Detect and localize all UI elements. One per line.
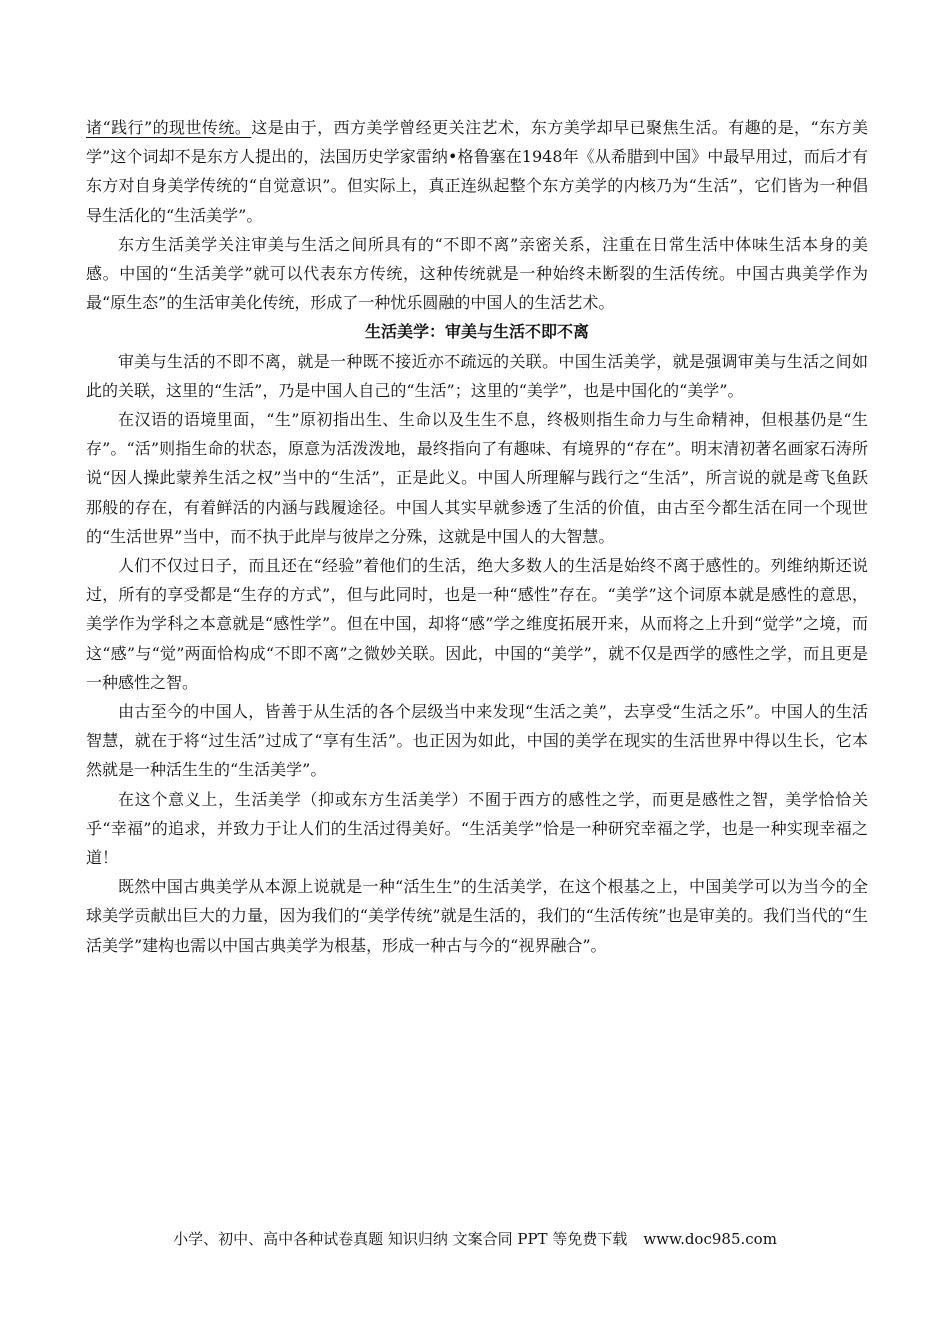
paragraph-text: 这是由于，西方美学曾经更关注艺术，东方美学却早已聚焦生活。有趣的是，“东方美学”这个词却不是东方人提出的，法国历史学家雷纳•格鲁塞在1948年《从希腊到中国》中最早用过，而后才有东方对自身美学传统的“自觉意识”。但实际上，真正连纵起整个东方美学的内核乃为“生活”，它们皆为一种倡导生活化的“生活美学”。 bbox=[86, 118, 868, 225]
paragraph-1 bbox=[86, 113, 868, 230]
paragraph-8: 既然中国古典美学从本源上说就是一种“活生生”的生活美学，在这个根基之上，中国美学可以为当今的全球美学贡献出巨大的力量，因为我们的“美学传统”就是生活的，我们的“生活传统”也是审美的。我们当代的“生活美学”建构也需以中国古典美学为根基，形成一种古与今的“视界融合”。 bbox=[86, 877, 868, 955]
section-heading: 生活美学：审美与生活不即不离 bbox=[364, 322, 589, 342]
footer-url[interactable]: www.doc985.com bbox=[643, 1230, 777, 1248]
article-body bbox=[86, 113, 868, 960]
paragraph-3: 审美与生活的不即不离，就是一种既不接近亦不疏远的关联。中国生活美学，就是强调审美与生活之间如此的关联，这里的“生活”，乃是中国人自己的“生活”；这里的“美学”，也是中国化的“美学”。 bbox=[86, 351, 868, 400]
footer-text: 小学、初中、高中各种试卷真题 知识归纳 文案合同 PPT 等免费下载 bbox=[173, 1230, 628, 1248]
page-footer bbox=[0, 1228, 950, 1249]
paragraph-2: 东方生活美学关注审美与生活之间所具有的“不即不离”亲密关系，注重在日常生活中体味生活本身的美感。中国的“生活美学”就可以代表东方传统，这种传统就是一种始终未断裂的生活传统。中国古典美学作为最“原生态”的生活审美化传统，形成了一种忧乐圆融的中国人的生活艺术。 bbox=[86, 234, 868, 313]
paragraph-4: 在汉语的语境里面，“生”原初指出生、生命以及生生不息，终极则指生命力与生命精神，但根基仍是“生存”。“活”则指生命的状态，原意为活泼泼地，最终指向了有趣味、有境界的“存在”。明末清初著名画家石涛所说“因人操此蒙养生活之权”当中的“生活”，正是此义。中国人所理解与践行之“生活”，所言说的就是鸢飞鱼跃那般的存在，有着鲜活的内涵与践履途径。中国人其实早就参透了生活的价值，由古至今都生活在同一个现世的“生活世界”当中，而不执于此岸与彼岸之分殊，这就是中国人的大智慧。 bbox=[86, 410, 868, 546]
paragraph-7: 在这个意义上，生活美学（抑或东方生活美学）不囿于西方的感性之学，而更是感性之智，美学恰恰关乎“幸福”的追求，并致力于让人们的生活过得美好。“生活美学”恰是一种研究幸福之学，也是一种实现幸福之道！ bbox=[86, 789, 868, 868]
paragraph-5: 人们不仅过日子，而且还在“经验”着他们的生活，绝大多数人的生活是始终不离于感性的。列维纳斯还说过，所有的享受都是“生存的方式”，但与此同时，也是一种“感性”存在。“美学”这个词原本就是感性的意思，美学作为学科之本意就是“感性学”。但在中国，却将“感”学之维度拓展开来，从而将之上升到“觉学”之境，而这“感”与“觉”两面恰构成“不即不离”之微妙关联。因此，中国的“美学”，就不仅是西学的感性之学，而且更是一种感性之智。 bbox=[86, 556, 868, 692]
underlined-phrase: 诸“践行”的现世传统。 bbox=[86, 118, 252, 137]
paragraph-6: 由古至今的中国人，皆善于从生活的各个层级当中来发现“生活之美”，去享受“生活之乐”。中国人的生活智慧，就在于将“过生活”过成了“享有生活”。也正因为如此，中国的美学在现实的生活世界中得以生长，它本然就是一种活生生的“生活美学”。 bbox=[86, 702, 868, 780]
